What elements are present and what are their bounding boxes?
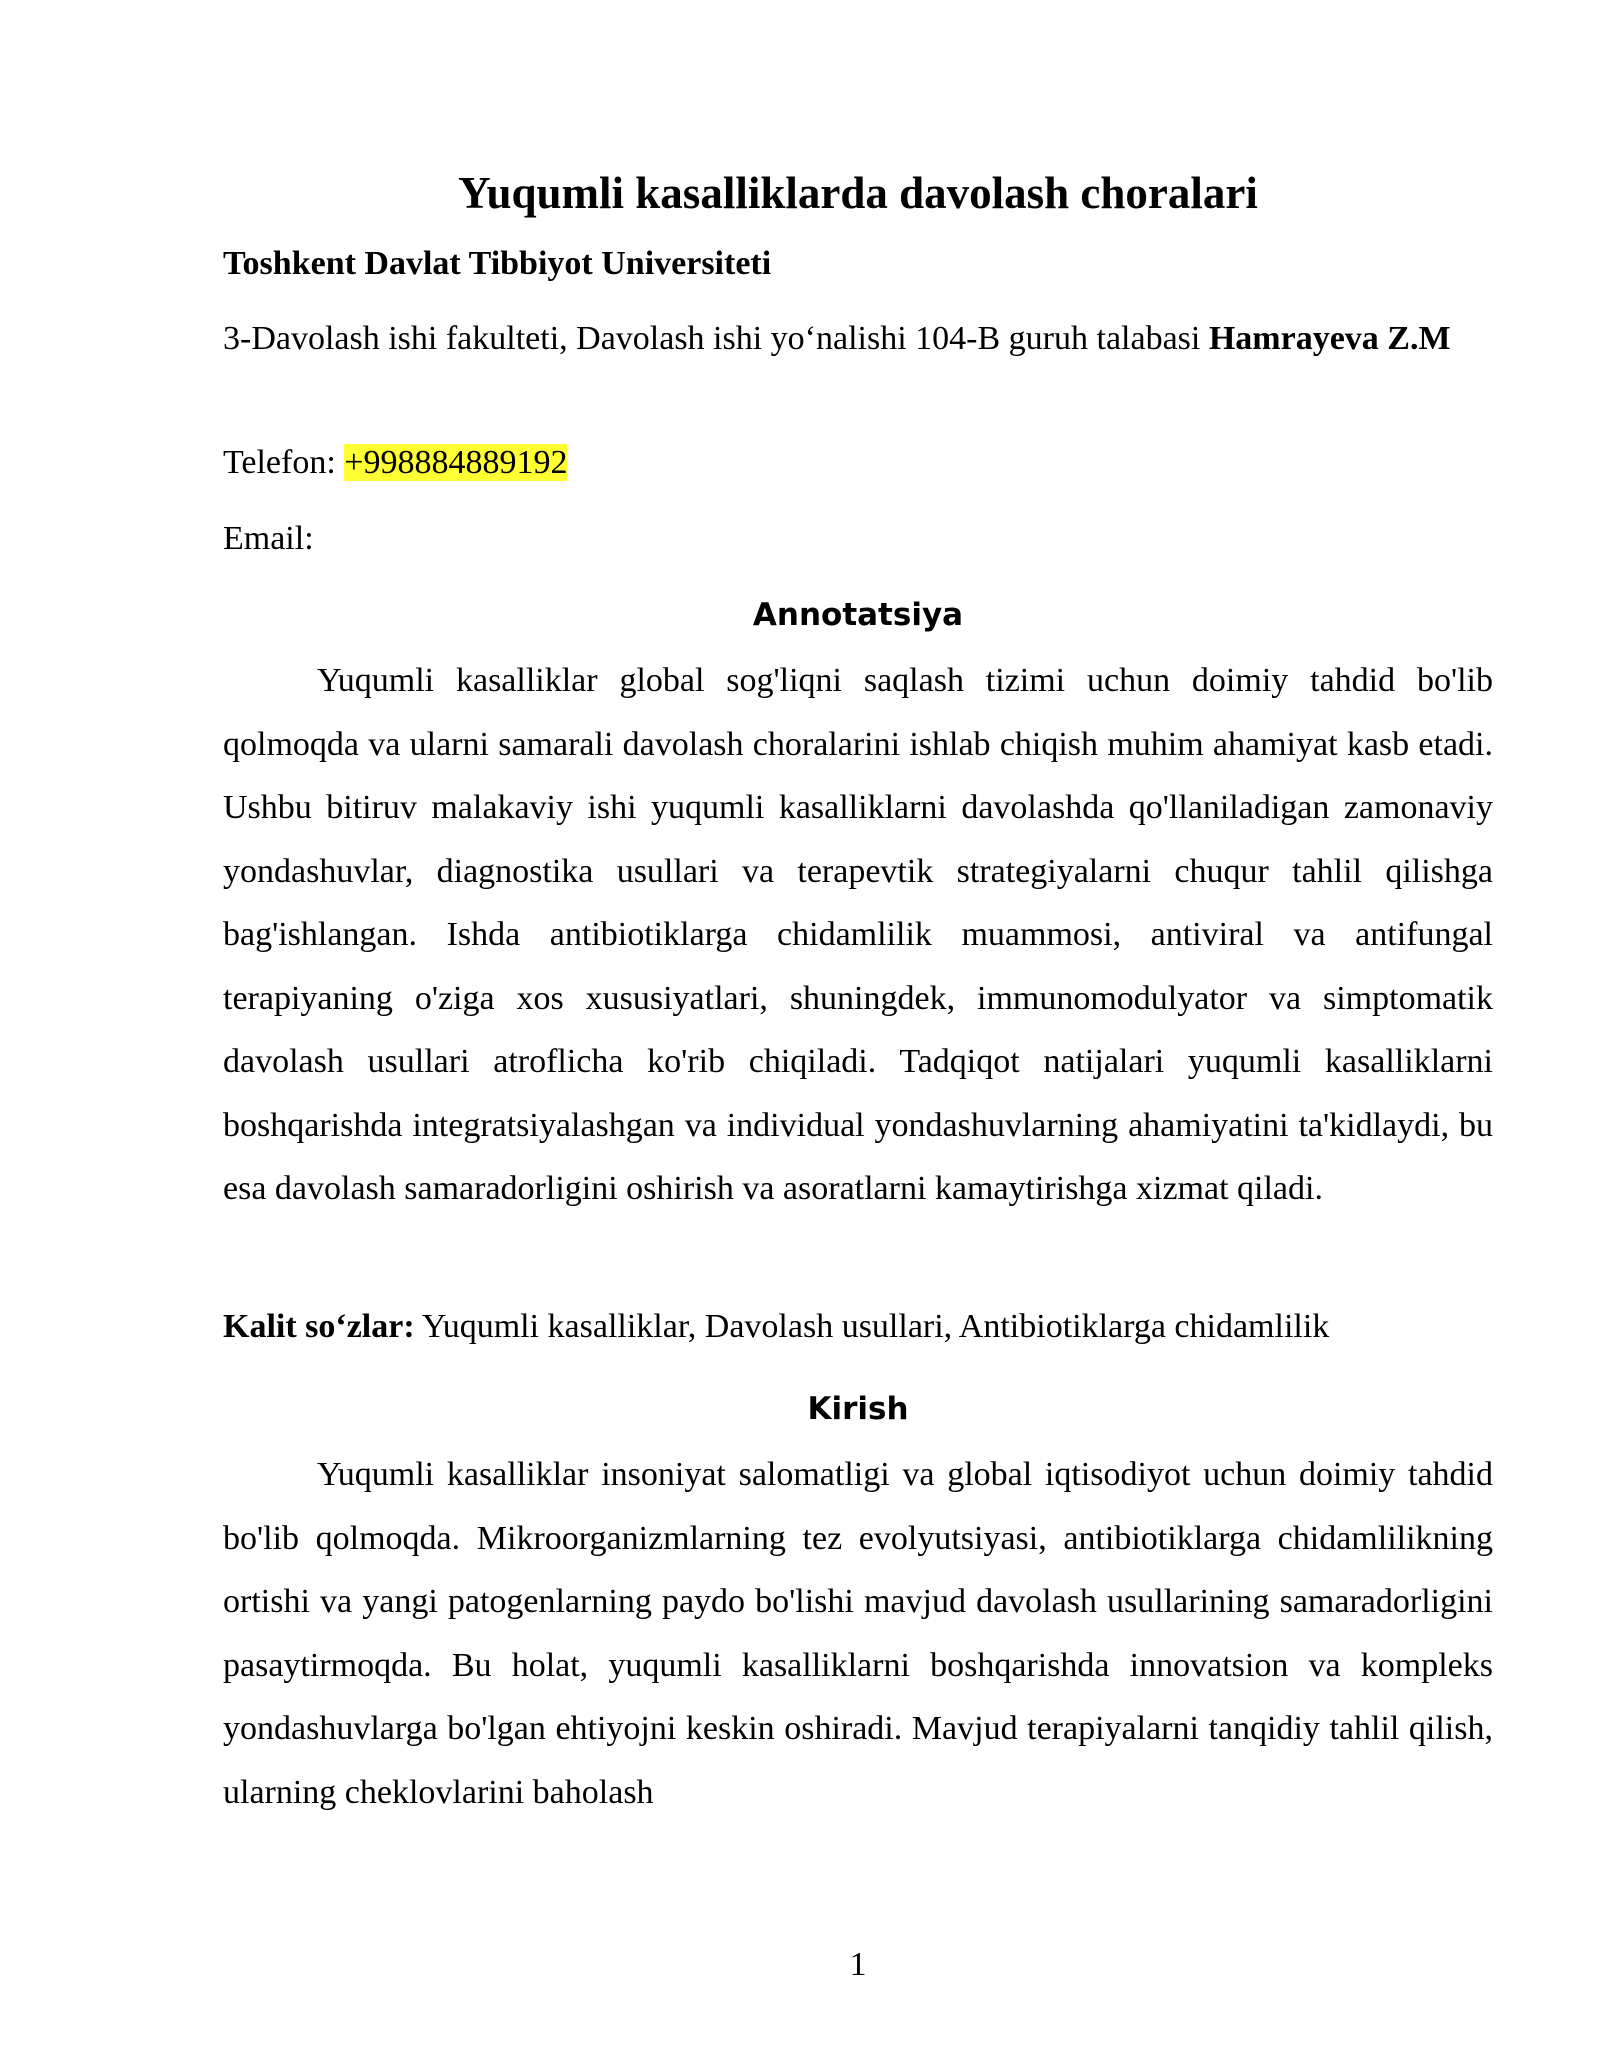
student-line: 3-Davolash ishi fakulteti, Davolash ishi yo‘nalishi 104-B guruh talabasi	[223, 320, 1209, 357]
annotation-heading: Annotatsiya	[752, 597, 964, 633]
keywords-text: Yuqumli kasalliklar, Davolash usullari, Antibiotiklarga chidamlilik	[414, 1308, 1330, 1345]
student-name: Hamrayeva Z.M	[1208, 320, 1451, 357]
intro-heading: Kirish	[807, 1391, 909, 1427]
phone-value: +998884889192	[344, 444, 568, 481]
document-title: Yuqumli kasalliklarda davolash choralari	[458, 168, 1258, 218]
university-name: Toshkent Davlat Tibbiyot Universiteti	[223, 245, 772, 282]
keywords-line	[223, 1303, 1493, 1351]
keywords-label: Kalit so‘zlar:	[223, 1308, 415, 1345]
email-label: Email:	[223, 520, 314, 557]
annotation-paragraph: Yuqumli kasalliklar global sog'liqni saqlash tizimi uchun doimiy tahdid bo'lib qolmoqda va ularni samarali davolash choralarini ishlab chiqish muhim ahamiyat kasb etadi. Ushbu bitiruv malakaviy ishi yuqumli kasalliklarni davolashda qo'llaniladigan zamonaviy yondashuvlar, diagnostika usullari va terapevtik strategiyalarni chuqur tahlil qilishga bag'ishlangan. Ishda antibiotiklarga chidamlilik muammosi, antiviral va antifungal terapiyaning o'ziga xos xususiyatlari, shuningdek, immunomodulyator va simptomatik davolash usullari atroflicha ko'rib chiqiladi. Tadqiqot natijalari yuqumli kasalliklarni boshqarishda integratsiyalashgan va individual yondashuvlarning ahamiyatini ta'kidlaydi, bu esa davolash samaradorligini oshirish va asoratlarni kamaytirishga xizmat qiladi.	[223, 662, 1493, 1207]
student-info	[223, 315, 1493, 363]
phone-label: Telefon:	[223, 444, 345, 481]
page-number: 1	[849, 1946, 867, 1983]
intro-paragraph: Yuqumli kasalliklar insoniyat salomatligi va global iqtisodiyot uchun doimiy tahdid bo'lib qolmoqda. Mikroorganizmlarning tez evolyutsiyasi, antibiotiklarga chidamlilikning ortishi va yangi patogenlarning paydo bo'lishi mavjud davolash usullarining samaradorligini pasaytirmoqda. Bu holat, yuqumli kasalliklarni boshqarishda innovatsion va kompleks yondashuvlarga bo'lgan ehtiyojni keskin oshiradi. Mavjud terapiyalarni tanqidiy tahlil qilish, ularning cheklovlarini baholash	[223, 1456, 1493, 1811]
phone-line	[223, 439, 1493, 487]
